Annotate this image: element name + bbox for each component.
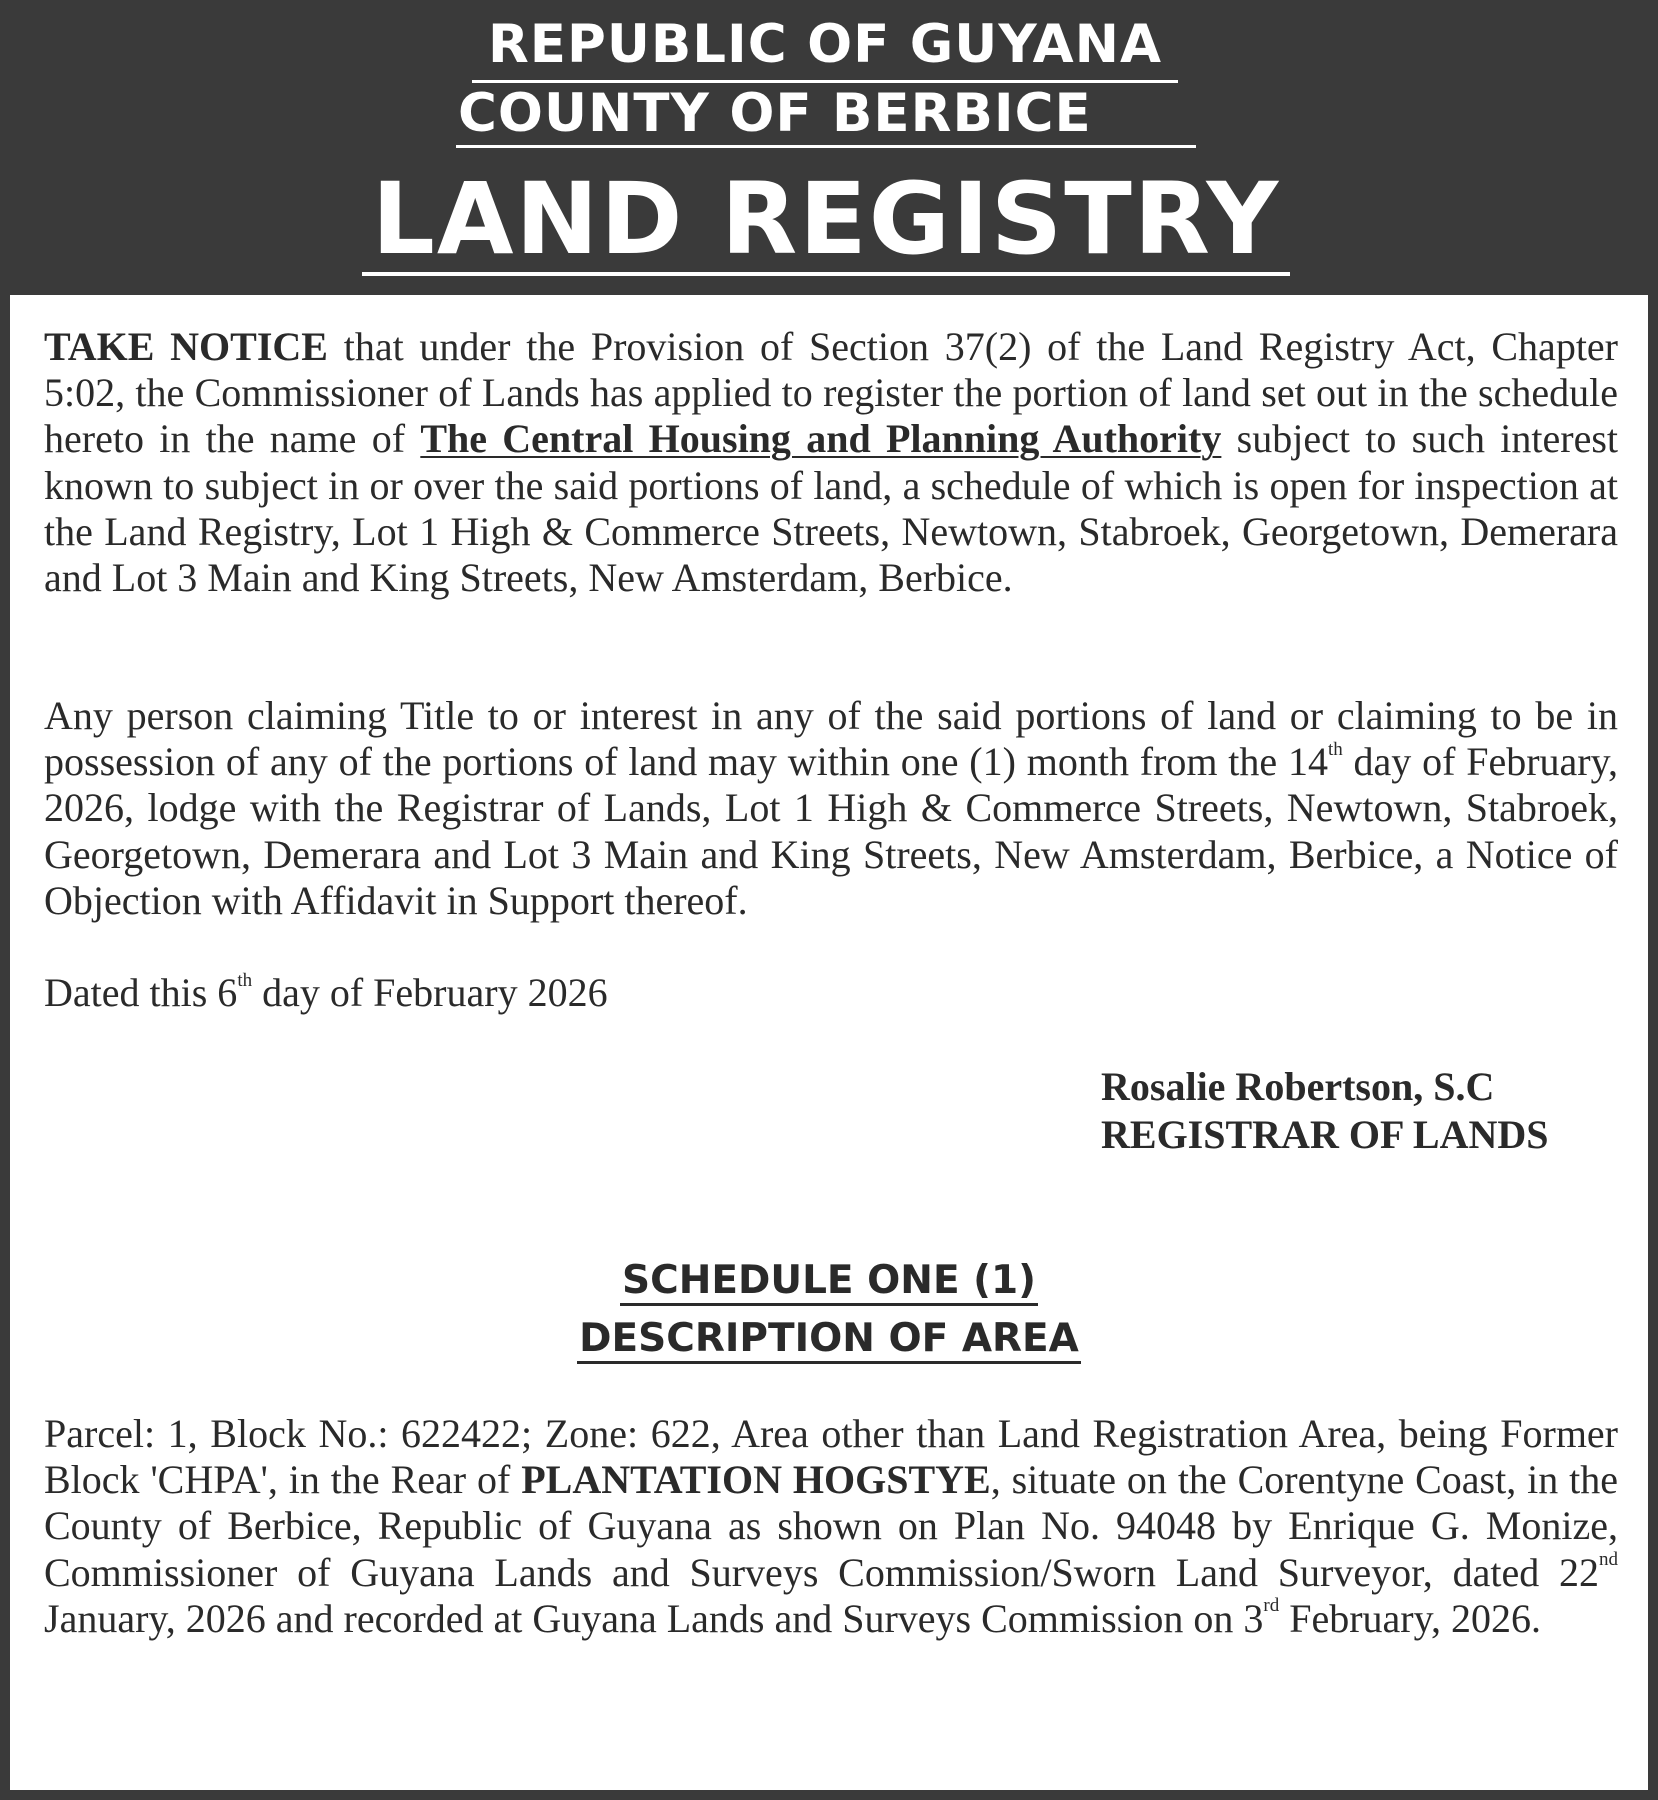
header-country: REPUBLIC OF GUYANA	[472, 10, 1178, 83]
header-title: LAND REGISTRY	[362, 168, 1290, 276]
header-county-text: COUNTY OF BERBICE	[458, 83, 1092, 144]
schedule-description	[44, 1411, 1618, 1642]
notice-para2-text-a: Any person claiming Title to or interest in any of the said portions of land or claiming to be in possession of any of the portions of land may within one (1) month from the 14	[44, 693, 1618, 785]
header-county	[456, 83, 1196, 148]
dated-ordinal-suffix: th	[237, 969, 253, 991]
dated-line	[44, 970, 1618, 1016]
schedule-text-a: Parcel: 1, Block No.: 622422; Zone: 622, Area other than Land Registration Area, being Former Block 'CHPA', in the Rear of	[44, 1411, 1618, 1503]
schedule-text-b: , situate on the Corentyne Coast, in the County of Berbice, Republic of Guyana as shown on Plan No. 94048 by Enrique G. Monize, Commissioner of Guyana Lands and Surveys Commission/Sworn Land Surveyor, dated 22	[44, 1457, 1619, 1595]
header-banner	[0, 0, 1658, 295]
dated-text-b: day of February 2026	[252, 970, 608, 1015]
notice-para1-text-a: that under the Provision of Section 37(2) of the Land Registry Act, Chapter 5:02, the Commissioner of Lands has applied to register the portion of land set out in the schedule hereto in the name of	[44, 324, 1619, 462]
take-notice-lead: TAKE NOTICE	[44, 324, 328, 369]
description-heading-text: DESCRIPTION OF AREA	[577, 1316, 1081, 1364]
signatory-name: Rosalie Robertson, S.C	[1101, 1064, 1495, 1109]
notice-para1-text-b: subject to such interest known to subject in or over the said portions of land, a schedule of which is open for inspection at the Land Registry, Lot 1 High & Commerce Streets, Newtown, Stabroek, Georgetown, Demerara and Lot 3 Main and King Streets, New Amsterdam, Berbice.	[44, 416, 1618, 601]
schedule-heading-text: SCHEDULE ONE (1)	[620, 1258, 1038, 1306]
signatory-title: REGISTRAR OF LANDS	[1101, 1112, 1549, 1157]
notice-paragraph-2	[44, 693, 1618, 924]
notice-para2-text-b: day of February, 2026, lodge with the Registrar of Lands, Lot 1 High & Commerce Streets, Newtown, Stabroek, Georgetown, Demerara and Lot 3 Main and King Streets, New Amsterdam, Berbice, a Notice of Objection with Affidavit in Support thereof.	[44, 739, 1619, 923]
schedule-text-c: January, 2026 and recorded at Guyana Lands and Surveys Commission on 3	[44, 1595, 1264, 1641]
description-heading	[10, 1311, 1648, 1367]
ordinal-suffix: th	[1327, 738, 1343, 760]
schedule-ordinal-suffix-2: rd	[1263, 1595, 1280, 1617]
plantation-name: PLANTATION HOGSTYE	[521, 1457, 991, 1503]
dated-text-a: Dated this 6	[44, 970, 238, 1015]
schedule-heading	[10, 1253, 1648, 1309]
schedule-text-d: February, 2026.	[1279, 1595, 1541, 1641]
notice-paragraph-1	[44, 324, 1618, 601]
schedule-ordinal-suffix-1: nd	[1599, 1549, 1618, 1571]
signature-block	[1101, 1063, 1548, 1159]
applicant-name: The Central Housing and Planning Authority	[420, 416, 1222, 462]
